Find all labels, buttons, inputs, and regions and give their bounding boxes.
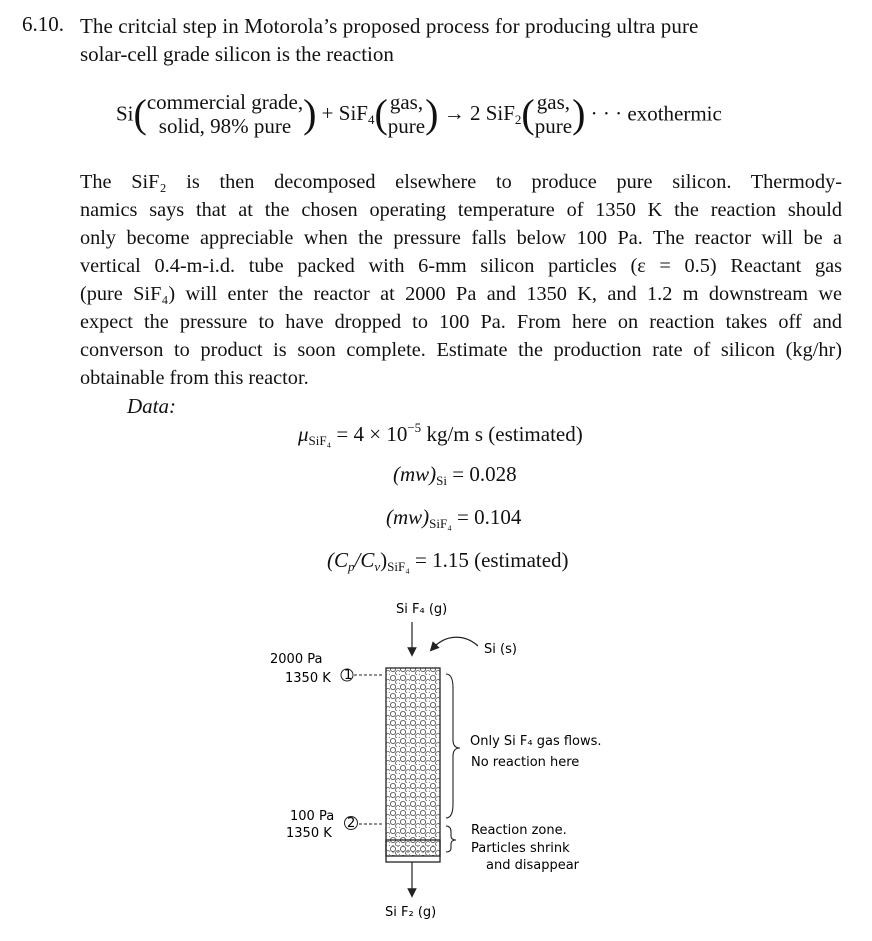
para-line: (pure SiF₄) will enter the reactor at 2000 Pa and 1350 K, and 1.2 m downstream we [80, 283, 842, 305]
intro-line-1: The critcial step in Motorola’s proposed process for producing ultra pure [80, 14, 699, 38]
diagram-bottom-label: Si F₂ (g) [385, 905, 437, 920]
mid-pressure: 100 Pa [290, 809, 335, 824]
point-1-label: 1 [344, 668, 353, 683]
si-feed-arrow [433, 637, 478, 648]
para-line: The SiF₂ is then decomposed elsewhere to produce pure silicon. Thermody- [80, 171, 842, 193]
paren-open-3: ( [521, 91, 535, 136]
si-cond-line1: commercial grade, [146, 90, 304, 114]
data-cp-cv: $(C_p/C_v)_{SiF_4} = 1.15$ (estimated) [327, 548, 569, 574]
problem-intro [80, 12, 850, 68]
mu-exp: −5 [407, 420, 422, 435]
data-viscosity [298, 420, 583, 449]
reactor-diagram [0, 590, 872, 941]
paren-open-2: ( [374, 91, 388, 136]
point-2-label: 2 [347, 816, 356, 831]
para-line: vertical 0.4-m-i.d. tube packed with 6-mm silicon particles (ε = 0.5) Reactant gas [80, 255, 842, 277]
cpcv-value: = 1.15 (estimated) [414, 548, 569, 572]
para-line: only become appreciable when the pressure falls below 100 Pa. The reactor will be a [80, 227, 842, 249]
problem-number: 6.10. [22, 12, 64, 36]
si-cond-line2: solid, 98% pure [158, 114, 292, 138]
para-line: namics says that at the chosen operating temperature of 1350 K the reaction should [80, 199, 842, 221]
si-feed-label: Si (s) [484, 642, 517, 657]
eq-note: · · · exothermic [590, 101, 722, 126]
eq-plus-sif4: + SiF$_4$ [321, 100, 375, 127]
paren-open-1: ( [133, 91, 147, 136]
sif2-condition: gas, pure [534, 90, 573, 138]
mid-temp: 1350 K [286, 826, 332, 841]
eq-si: Si [116, 101, 134, 126]
si-condition [147, 90, 303, 138]
mw-sif4-sub: SiF₄ [429, 516, 452, 531]
reaction-equation [116, 90, 722, 146]
diagram-top-label: Si F₄ (g) [396, 602, 448, 617]
zone2-line3: and disappear [486, 858, 580, 873]
mu-value: = 4 × 10 [336, 422, 408, 446]
mw-symbol: (mw) [393, 462, 437, 486]
mw-si-sub: Si [436, 473, 448, 488]
problem-paragraph [80, 168, 842, 392]
inlet-pressure: 2000 Pa [270, 652, 323, 667]
paren-close-1: ) [303, 91, 317, 136]
zone2-brace [446, 826, 456, 852]
reactor-tube [386, 668, 440, 856]
mu-units: kg/m s (estimated) [426, 422, 583, 446]
zone1-line2: No reaction here [471, 755, 580, 770]
zone1-line1: Only Si F₄ gas flows. [470, 734, 602, 749]
paren-close-2: ) [425, 91, 439, 136]
zone2-line2: Particles shrink [471, 841, 570, 856]
mu-symbol: μ [298, 422, 309, 446]
mw-sif4-value: = 0.104 [457, 505, 522, 529]
para-line: obtainable from this reactor. [80, 367, 309, 389]
data-label: Data: [127, 394, 176, 418]
mw-si-value: = 0.028 [452, 462, 517, 486]
para-line: expect the pressure to have dropped to 100 Pa. From here on reaction takes off and [80, 311, 842, 333]
cpcv-sub: SiF₄ [387, 559, 410, 574]
data-mw-si [393, 462, 517, 489]
para-line: converson to product is soon complete. Estimate the production rate of silicon (kg/hr) [80, 339, 842, 361]
eq-arrow-sif2: → 2 SiF$_2$ [443, 100, 522, 127]
zone2-line1: Reaction zone. [471, 823, 567, 838]
mw-symbol: (mw) [386, 505, 430, 529]
inlet-temp: 1350 K [285, 671, 331, 686]
data-mw-sif4 [386, 505, 521, 532]
zone1-brace [446, 674, 460, 818]
intro-line-2: solar-cell grade silicon is the reaction [80, 42, 394, 66]
paren-close-3: ) [572, 91, 586, 136]
mu-sub: SiF₄ [308, 433, 332, 448]
sif4-condition: gas, pure [387, 90, 426, 138]
